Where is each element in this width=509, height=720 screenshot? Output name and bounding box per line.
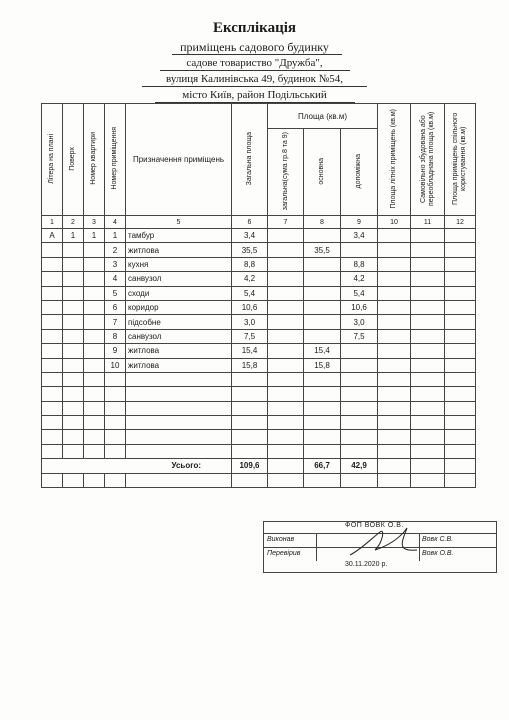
header-unauthorized-area: Самовільно збудована або переобладнана площа (кв.м) — [411, 104, 445, 216]
room-common — [445, 243, 476, 257]
underline — [142, 86, 367, 87]
room-total: 15,8 — [232, 358, 268, 372]
room-number: 8 — [105, 329, 126, 343]
room-floor: 1 — [63, 229, 84, 243]
room-aux: 8,8 — [341, 257, 378, 271]
room-name: сходи — [126, 286, 232, 300]
table-row — [42, 329, 476, 343]
col-number: 5 — [126, 216, 232, 229]
stamp-label-performed: Виконав — [267, 536, 295, 543]
totals-aux: 42,9 — [341, 459, 378, 473]
room-apartment — [84, 315, 105, 329]
room-floor — [63, 315, 84, 329]
room-apartment — [84, 272, 105, 286]
room-total: 35,5 — [232, 243, 268, 257]
col-number: 9 — [341, 216, 378, 229]
empty-row — [42, 473, 476, 487]
room-total: 7,5 — [232, 329, 268, 343]
room-general — [268, 229, 304, 243]
signature-icon — [345, 520, 425, 565]
room-main — [304, 329, 341, 343]
room-main — [304, 286, 341, 300]
room-general — [268, 344, 304, 358]
room-floor — [63, 272, 84, 286]
totals-label: Усього: — [42, 459, 232, 473]
col-number: 8 — [304, 216, 341, 229]
room-general — [268, 300, 304, 314]
col-number: 6 — [232, 216, 268, 229]
room-letter — [42, 286, 63, 300]
room-name: кухня — [126, 257, 232, 271]
room-unauthorized — [411, 358, 445, 372]
room-total: 8,8 — [232, 257, 268, 271]
room-letter — [42, 315, 63, 329]
explication-table — [41, 103, 476, 488]
room-main: 35,5 — [304, 243, 341, 257]
stamp-name-checked: Вовк О.В. — [422, 550, 454, 557]
room-summer — [378, 344, 411, 358]
room-floor — [63, 300, 84, 314]
room-unauthorized — [411, 229, 445, 243]
room-summer — [378, 229, 411, 243]
room-general — [268, 257, 304, 271]
room-number: 4 — [105, 272, 126, 286]
column-number-row — [42, 216, 476, 229]
room-main: 15,8 — [304, 358, 341, 372]
room-total: 3,0 — [232, 315, 268, 329]
room-aux: 3,0 — [341, 315, 378, 329]
room-unauthorized — [411, 315, 445, 329]
table-row — [42, 286, 476, 300]
room-main — [304, 257, 341, 271]
empty-row — [42, 416, 476, 430]
room-general — [268, 286, 304, 300]
room-common — [445, 315, 476, 329]
room-apartment — [84, 243, 105, 257]
header-total-area: Загальна площа — [232, 104, 268, 216]
room-floor — [63, 257, 84, 271]
room-summer — [378, 300, 411, 314]
document-title: Експлікація — [213, 20, 296, 36]
room-summer — [378, 257, 411, 271]
totals-row — [42, 459, 476, 473]
room-unauthorized — [411, 329, 445, 343]
table-row — [42, 315, 476, 329]
stamp-name-performed: Вовк С.В. — [422, 536, 454, 543]
empty-row — [42, 430, 476, 444]
room-aux: 10,6 — [341, 300, 378, 314]
room-aux — [341, 243, 378, 257]
room-name: житлова — [126, 358, 232, 372]
header-common-area: Площа приміщень спільного користування (кв.м) — [445, 104, 476, 216]
room-general — [268, 358, 304, 372]
header-summer-area: Площа літніх приміщень (кв.м) — [378, 104, 411, 216]
address-line-1: садове товариство "Дружба", — [186, 57, 323, 69]
room-apartment — [84, 344, 105, 358]
room-number: 2 — [105, 243, 126, 257]
totals-main: 66,7 — [304, 459, 341, 473]
room-apartment — [84, 257, 105, 271]
stamp-company: ФОП ВОВК О.В. — [345, 522, 404, 529]
room-main — [304, 315, 341, 329]
room-name: житлова — [126, 344, 232, 358]
room-summer — [378, 243, 411, 257]
empty-row — [42, 444, 476, 458]
room-main — [304, 229, 341, 243]
room-unauthorized — [411, 243, 445, 257]
col-number: 11 — [411, 216, 445, 229]
room-aux — [341, 344, 378, 358]
room-common — [445, 329, 476, 343]
table-row — [42, 229, 476, 243]
room-floor — [63, 243, 84, 257]
header-auxiliary: допоміжна — [341, 129, 378, 216]
room-letter — [42, 344, 63, 358]
room-unauthorized — [411, 286, 445, 300]
header-area-group: Площа (кв.м) — [268, 104, 378, 129]
room-summer — [378, 358, 411, 372]
room-number: 9 — [105, 344, 126, 358]
room-main — [304, 272, 341, 286]
room-aux: 7,5 — [341, 329, 378, 343]
room-letter — [42, 257, 63, 271]
room-apartment — [84, 358, 105, 372]
col-number: 1 — [42, 216, 63, 229]
room-name: санвузол — [126, 329, 232, 343]
room-name: санвузол — [126, 272, 232, 286]
room-floor — [63, 329, 84, 343]
room-summer — [378, 329, 411, 343]
room-letter — [42, 243, 63, 257]
totals-total: 109,6 — [232, 459, 268, 473]
table-row — [42, 243, 476, 257]
room-aux: 3,4 — [341, 229, 378, 243]
stamp-label-checked: Перевірив — [267, 550, 301, 557]
room-number: 6 — [105, 300, 126, 314]
room-common — [445, 358, 476, 372]
room-letter — [42, 329, 63, 343]
room-unauthorized — [411, 344, 445, 358]
empty-row — [42, 401, 476, 415]
col-number: 12 — [445, 216, 476, 229]
room-floor — [63, 358, 84, 372]
room-name: коридор — [126, 300, 232, 314]
room-general — [268, 329, 304, 343]
table-row — [42, 358, 476, 372]
header-row — [42, 104, 476, 129]
room-apartment — [84, 286, 105, 300]
header-floor-plan: Літера на плані — [42, 104, 63, 216]
room-floor — [63, 344, 84, 358]
room-general — [268, 243, 304, 257]
room-name: тамбур — [126, 229, 232, 243]
room-main — [304, 300, 341, 314]
room-letter: А — [42, 229, 63, 243]
room-summer — [378, 286, 411, 300]
room-summer — [378, 315, 411, 329]
room-common — [445, 229, 476, 243]
header-floor: Поверх — [63, 104, 84, 216]
col-number: 3 — [84, 216, 105, 229]
col-number: 10 — [378, 216, 411, 229]
room-total: 5,4 — [232, 286, 268, 300]
header-room-name: Призначення приміщень — [126, 104, 232, 216]
room-number: 10 — [105, 358, 126, 372]
room-total: 15,4 — [232, 344, 268, 358]
underline — [172, 54, 342, 55]
room-apartment — [84, 329, 105, 343]
room-letter — [42, 272, 63, 286]
room-aux: 4,2 — [341, 272, 378, 286]
room-number: 7 — [105, 315, 126, 329]
room-unauthorized — [411, 257, 445, 271]
document-subtitle: приміщень садового будинку — [180, 40, 329, 54]
table-row — [42, 272, 476, 286]
underline — [160, 70, 350, 71]
room-common — [445, 300, 476, 314]
header-apartment: Номер квартири — [84, 104, 105, 216]
header-room-number: Номер приміщення — [105, 104, 126, 216]
room-name: підсобне — [126, 315, 232, 329]
address-line-3: місто Київ, район Подільський — [182, 89, 327, 101]
room-letter — [42, 300, 63, 314]
table-row — [42, 257, 476, 271]
room-common — [445, 344, 476, 358]
address-line-2: вулиця Калинівська 49, будинок №54, — [166, 73, 343, 85]
room-total: 4,2 — [232, 272, 268, 286]
empty-row — [42, 372, 476, 386]
col-number: 2 — [63, 216, 84, 229]
room-unauthorized — [411, 272, 445, 286]
room-summer — [378, 272, 411, 286]
room-common — [445, 286, 476, 300]
room-apartment: 1 — [84, 229, 105, 243]
empty-row — [42, 387, 476, 401]
room-total: 10,6 — [232, 300, 268, 314]
room-name: житлова — [126, 243, 232, 257]
room-general — [268, 272, 304, 286]
room-floor — [63, 286, 84, 300]
col-number: 4 — [105, 216, 126, 229]
room-number: 1 — [105, 229, 126, 243]
table-row — [42, 300, 476, 314]
room-common — [445, 257, 476, 271]
room-letter — [42, 358, 63, 372]
room-aux — [341, 358, 378, 372]
table-row — [42, 344, 476, 358]
room-aux: 5,4 — [341, 286, 378, 300]
room-main: 15,4 — [304, 344, 341, 358]
header-general: загальна(сума гр.8 та 9) — [268, 129, 304, 216]
room-general — [268, 315, 304, 329]
room-common — [445, 272, 476, 286]
room-total: 3,4 — [232, 229, 268, 243]
room-number: 5 — [105, 286, 126, 300]
room-unauthorized — [411, 300, 445, 314]
stamp-date: 30.11.2020 р. — [345, 561, 388, 568]
header-main: основна — [304, 129, 341, 216]
col-number: 7 — [268, 216, 304, 229]
room-number: 3 — [105, 257, 126, 271]
room-apartment — [84, 300, 105, 314]
